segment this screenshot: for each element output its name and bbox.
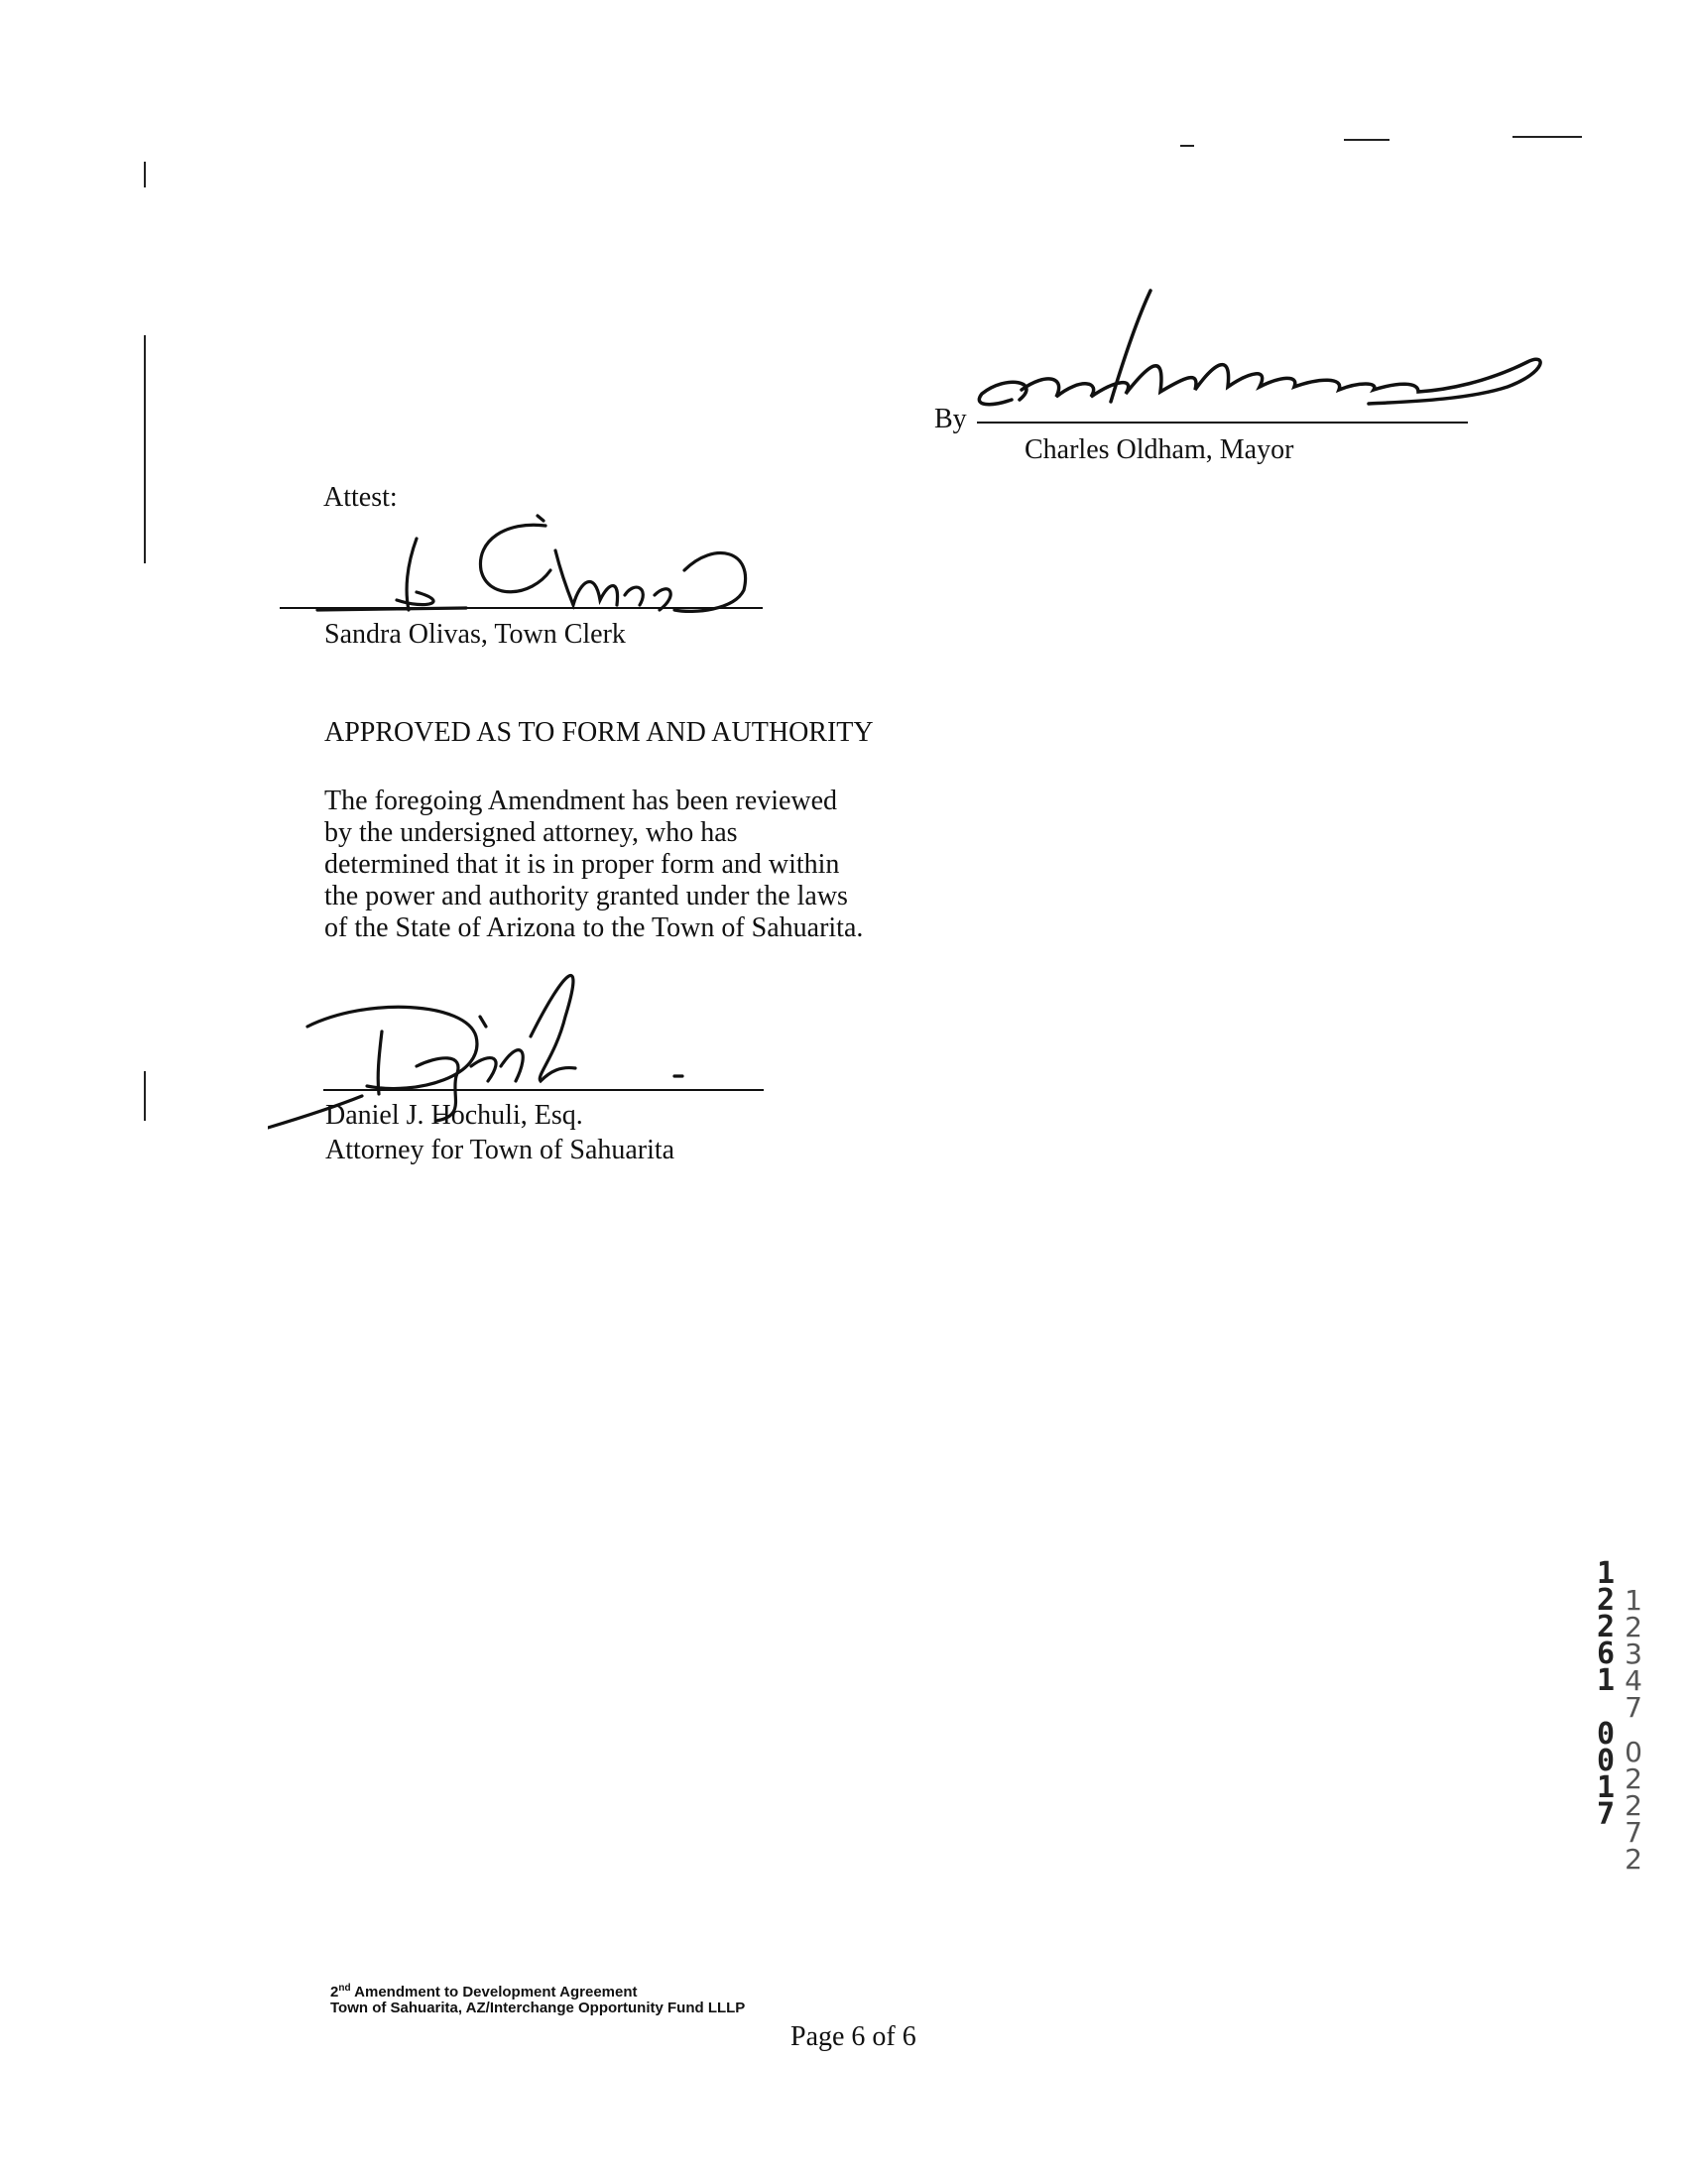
- attorney-name: Daniel J. Hochuli, Esq.: [325, 1100, 583, 1131]
- page-number: Page 6 of 6: [790, 2021, 916, 2052]
- mayor-signature-line: [977, 422, 1468, 424]
- approval-line: the power and authority granted under the laws: [324, 881, 848, 911]
- scan-mark: [144, 162, 146, 187]
- mayor-signature: [952, 283, 1557, 431]
- recording-stamp-column-1: 1 2 2 6 1 0 0 1 7: [1596, 1556, 1616, 1832]
- mayor-name-title: Charles Oldham, Mayor: [1025, 434, 1294, 465]
- scan-mark: [144, 335, 146, 563]
- scan-mark: [1512, 136, 1582, 138]
- clerk-signature: [278, 511, 774, 620]
- approval-paragraph: [324, 786, 863, 944]
- recording-stamp-column-2: 1 2 3 4 7 0 2 2 7 2: [1625, 1584, 1642, 1876]
- attest-label: Attest:: [323, 482, 398, 513]
- approval-line: of the State of Arizona to the Town of Sahuarita.: [324, 912, 864, 943]
- scan-mark: [1344, 139, 1390, 141]
- approval-line: The foregoing Amendment has been reviewed: [324, 786, 838, 816]
- approval-line: by the undersigned attorney, who has: [324, 817, 738, 848]
- by-label: By: [934, 404, 967, 434]
- approval-line: determined that it is in proper form and within: [324, 849, 840, 880]
- attorney-signature-line: [323, 1089, 764, 1091]
- footer-line-2: Town of Sahuarita, AZ/Interchange Opportunity Fund LLLP: [330, 2000, 746, 2016]
- clerk-name-title: Sandra Olivas, Town Clerk: [324, 619, 626, 650]
- footer-line-1: 2nd Amendment to Development Agreement: [330, 1983, 638, 2001]
- scan-mark: [1180, 145, 1194, 147]
- clerk-signature-line: [280, 607, 763, 609]
- approval-heading: APPROVED AS TO FORM AND AUTHORITY: [324, 717, 874, 748]
- attorney-title: Attorney for Town of Sahuarita: [325, 1135, 675, 1165]
- scan-mark: [144, 1071, 146, 1121]
